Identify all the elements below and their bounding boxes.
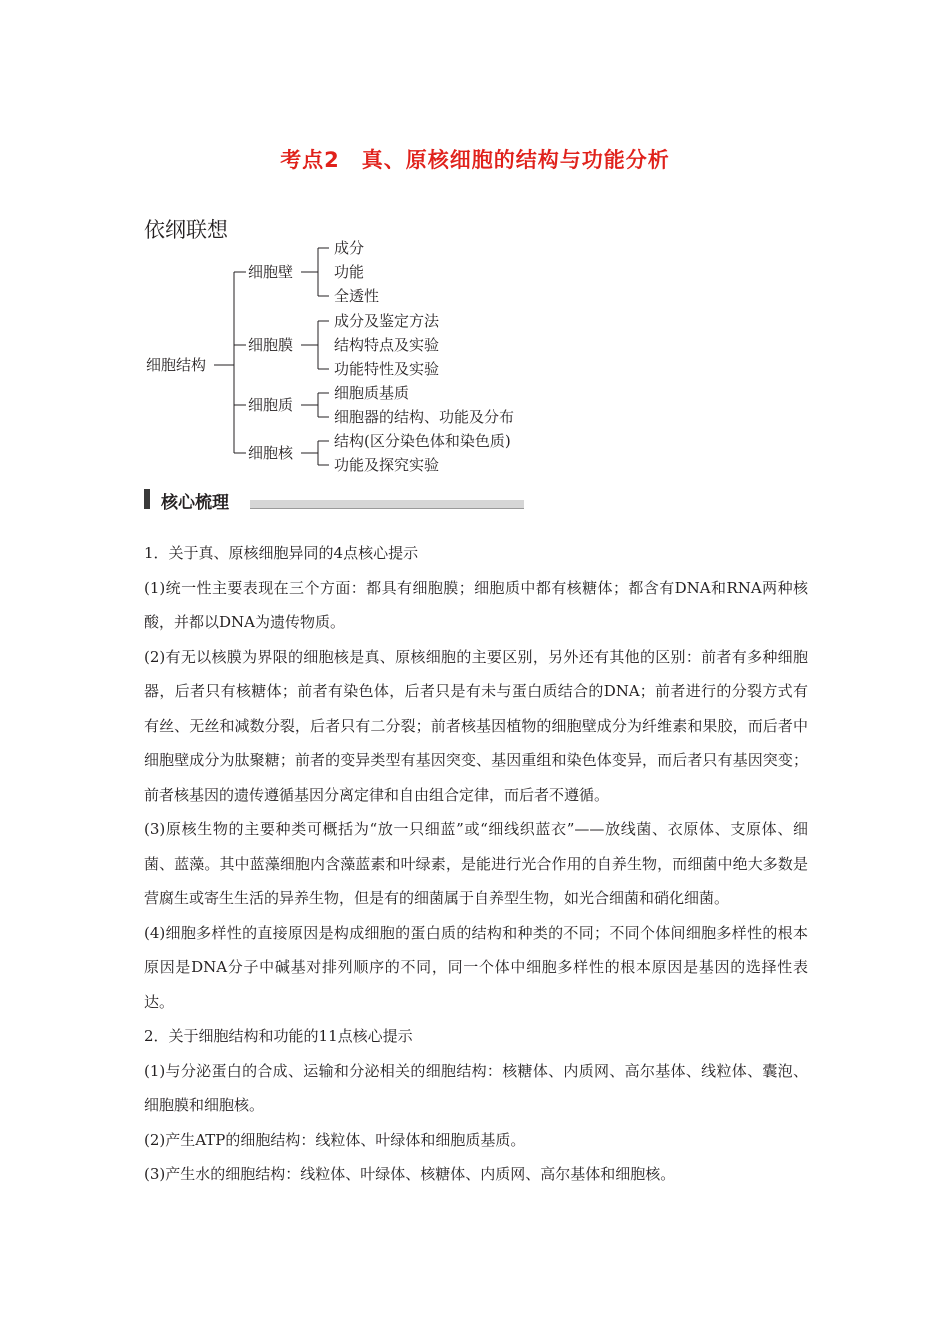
section-heading: 核心梳理	[161, 493, 229, 513]
outline-diagram	[0, 0, 950, 500]
leaf: 功能及探究实验	[334, 456, 440, 474]
branch-cytoplasm: 细胞质	[248, 396, 294, 414]
branch-cell-wall: 细胞壁	[248, 263, 294, 281]
leaf: 成分	[334, 239, 365, 257]
leaf: 功能特性及实验	[334, 360, 440, 378]
paragraph-heading: 2．关于细胞结构和功能的11点核心提示	[144, 1027, 413, 1045]
outline-label: 依纲联想	[144, 218, 228, 242]
paragraph: (2)产生ATP的细胞结构：线粒体、叶绿体和细胞质基质。	[144, 1130, 526, 1149]
leaf: 结构(区分染色体和染色质)	[334, 432, 511, 450]
page-title: 考点2 真、原核细胞的结构与功能分析	[280, 148, 670, 172]
outline-root: 细胞结构	[146, 356, 207, 374]
body-text	[144, 536, 808, 1192]
paragraph: (1)统一性主要表现在三个方面：都具有细胞膜；细胞质中都有核糖体；都含有DNA和RNA两种核酸，并都以DNA为遗传物质。	[144, 578, 808, 631]
paragraph: (2)有无以核膜为界限的细胞核是真、原核细胞的主要区别，另外还有其他的区别：前者有多种细胞器，后者只有核糖体；前者有染色体，后者只是有未与蛋白质结合的DNA；前者进行的分裂方式有有丝、无丝和减数分裂，后者只有二分裂；前者核基因植物的细胞壁成分为纤维素和果胶，而后者中细胞壁成分为肽聚糖；前者的变异类型有基因突变、基因重组和染色体变异，而后者只有基因突变；前者核基因的遗传遵循基因分离定律和自由组合定律，而后者不遵循。	[144, 647, 808, 804]
leaf: 成分及鉴定方法	[334, 312, 440, 330]
paragraph: (1)与分泌蛋白的合成、运输和分泌相关的细胞结构：核糖体、内质网、高尔基体、线粒体、囊泡、细胞膜和细胞核。	[144, 1061, 808, 1114]
paragraph: (3)产生水的细胞结构：线粒体、叶绿体、核糖体、内质网、高尔基体和细胞核。	[144, 1165, 676, 1183]
paragraph-heading: 1．关于真、原核细胞异同的4点核心提示	[144, 544, 419, 562]
section-marker	[144, 489, 150, 509]
branch-cell-membrane: 细胞膜	[248, 336, 294, 354]
paragraph: (4)细胞多样性的直接原因是构成细胞的蛋白质的结构和种类的不同；不同个体间细胞多样性的根本原因是DNA分子中碱基对排列顺序的不同，同一个体中细胞多样性的根本原因是基因的选择性表达。	[144, 923, 808, 1011]
leaf: 结构特点及实验	[334, 336, 440, 354]
leaf: 功能	[334, 263, 365, 281]
leaf: 全透性	[334, 287, 380, 305]
paragraph: (3)原核生物的主要种类可概括为“放一只细蓝”或“细线织蓝衣”——放线菌、衣原体、支原体、细菌、蓝藻。其中蓝藻细胞内含藻蓝素和叶绿素，是能进行光合作用的自养生物，而细菌中绝大多数是营腐生或寄生生活的异养生物，但是有的细菌属于自养型生物，如光合细菌和硝化细菌。	[144, 820, 808, 907]
leaf: 细胞质基质	[334, 384, 410, 402]
section-rule	[250, 500, 524, 509]
leaf: 细胞器的结构、功能及分布	[334, 408, 515, 426]
branch-nucleus: 细胞核	[248, 444, 294, 462]
